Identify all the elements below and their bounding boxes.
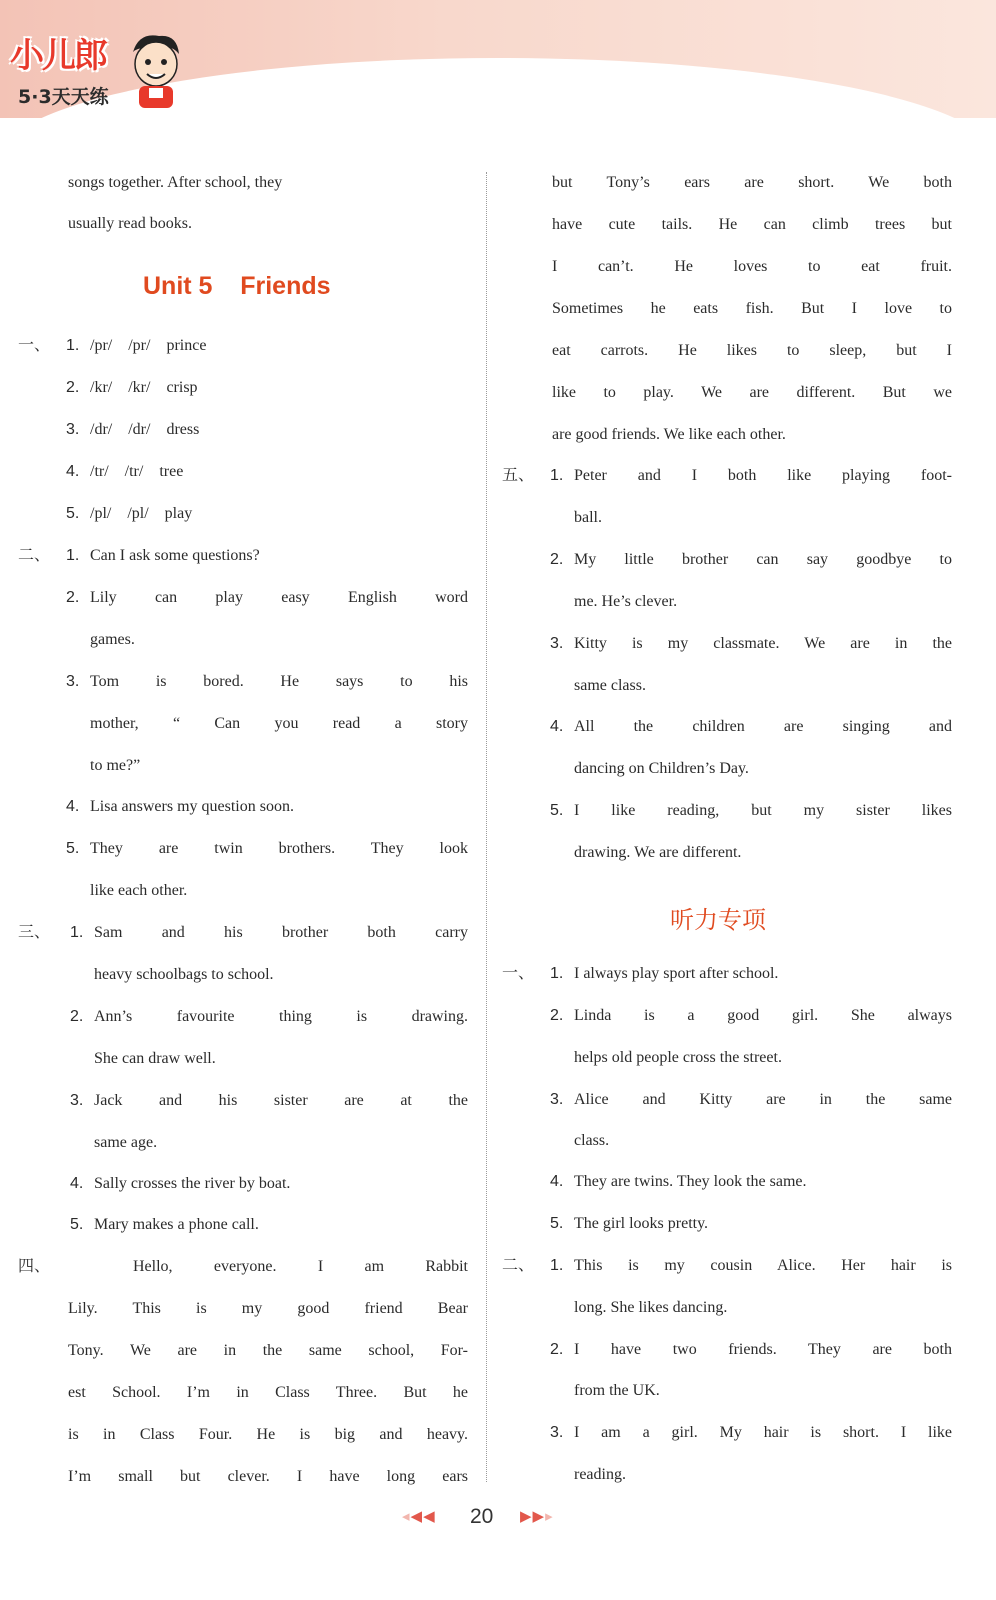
- item-number: 5.: [66, 505, 80, 522]
- item-number: 4.: [70, 1175, 84, 1192]
- answer-text: games.: [90, 631, 135, 648]
- phonics-answer: /tr/ /tr/ tree: [90, 463, 184, 480]
- item-number: 4.: [550, 718, 564, 735]
- item-number: 5.: [70, 1216, 84, 1233]
- answer-text: I like reading, but my sister likes: [574, 802, 952, 819]
- intro-line-1: songs together. After school, they: [68, 174, 283, 191]
- item-number: 1.: [66, 547, 80, 564]
- item-number: 2.: [550, 1341, 564, 1358]
- item-number: 5.: [550, 802, 564, 819]
- item-number: 1.: [66, 337, 80, 354]
- item-number: 3.: [66, 421, 80, 438]
- answer-text: class.: [574, 1132, 610, 1149]
- item-number: 2.: [550, 1007, 564, 1024]
- phonics-answer: /dr/ /dr/ dress: [90, 421, 200, 438]
- passage-line: like to play. We are different. But we: [552, 384, 952, 401]
- item-number: 4.: [550, 1173, 564, 1190]
- section-marker: 三、: [18, 924, 51, 941]
- column-divider: [486, 172, 487, 1482]
- answer-text: mother, “ Can you read a story: [90, 715, 468, 732]
- item-number: 3.: [70, 1092, 84, 1109]
- answer-text: My little brother can say goodbye to: [574, 551, 952, 568]
- answer-text: Lisa answers my question soon.: [90, 798, 294, 815]
- answer-text: long. She likes dancing.: [574, 1299, 728, 1316]
- item-number: 1.: [550, 467, 564, 484]
- answer-text: me. He’s clever.: [574, 593, 678, 610]
- brand-subtitle: 5·3天天练: [18, 86, 109, 108]
- listening-section-title: 听力专项: [670, 906, 766, 934]
- answer-text: Sally crosses the river by boat.: [94, 1175, 291, 1192]
- passage-line: is in Class Four. He is big and heavy.: [68, 1426, 468, 1443]
- phonics-answer: /pl/ /pl/ play: [90, 505, 193, 522]
- item-number: 2.: [66, 589, 80, 606]
- answer-text: I have two friends. They are both: [574, 1341, 952, 1358]
- answer-text: Tom is bored. He says to his: [90, 673, 468, 690]
- answer-text: heavy schoolbags to school.: [94, 966, 274, 983]
- answer-text: Lily can play easy English word: [90, 589, 468, 606]
- passage-line: I can’t. He loves to eat fruit.: [552, 258, 952, 275]
- item-number: 5.: [550, 1215, 564, 1232]
- answer-text: Sam and his brother both carry: [94, 924, 468, 941]
- answer-text: The girl looks pretty.: [574, 1215, 709, 1232]
- answer-text: from the UK.: [574, 1382, 660, 1399]
- answer-text: Linda is a good girl. She always: [574, 1007, 952, 1024]
- item-number: 1.: [550, 1257, 564, 1274]
- answer-text: This is my cousin Alice. Her hair is: [574, 1257, 952, 1274]
- answer-text: I always play sport after school.: [574, 965, 779, 982]
- item-number: 3.: [66, 673, 80, 690]
- answer-text: They are twin brothers. They look: [90, 840, 468, 857]
- section-marker: 二、: [502, 1257, 535, 1274]
- item-number: 3.: [550, 1091, 564, 1108]
- answer-text: Jack and his sister are at the: [94, 1092, 468, 1109]
- section-marker: 五、: [502, 467, 535, 484]
- next-arrows-icon: ▶▶▸: [520, 1509, 554, 1525]
- prev-arrows-icon: ◂◀◀: [402, 1509, 436, 1525]
- answer-text: All the children are singing and: [574, 718, 952, 735]
- passage-line: are good friends. We like each other.: [552, 426, 786, 443]
- phonics-answer: /kr/ /kr/ crisp: [90, 379, 198, 396]
- passage-line: Sometimes he eats fish. But I love to: [552, 300, 952, 317]
- answer-text: ball.: [574, 509, 602, 526]
- brand-logo-text: 小儿郎: [10, 36, 106, 76]
- item-number: 3.: [550, 635, 564, 652]
- passage-line: Lily. This is my good friend Bear: [68, 1300, 468, 1317]
- answer-text: I am a girl. My hair is short. I like: [574, 1424, 952, 1441]
- answer-text: Alice and Kitty are in the same: [574, 1091, 952, 1108]
- page-header: [0, 0, 996, 118]
- passage-line: but Tony’s ears are short. We both: [552, 174, 952, 191]
- item-number: 5.: [66, 840, 80, 857]
- answer-text: dancing on Children’s Day.: [574, 760, 749, 777]
- page-number: 20: [470, 1505, 494, 1528]
- answer-text: Peter and I both like playing foot-: [574, 467, 952, 484]
- answer-text: Ann’s favourite thing is drawing.: [94, 1008, 468, 1025]
- answer-text: drawing. We are different.: [574, 844, 742, 861]
- item-number: 2.: [70, 1008, 84, 1025]
- answer-text: to me?”: [90, 757, 141, 774]
- phonics-answer: /pr/ /pr/ prince: [90, 337, 207, 354]
- answer-text: same class.: [574, 677, 646, 694]
- answer-text: helps old people cross the street.: [574, 1049, 782, 1066]
- intro-line-2: usually read books.: [68, 215, 192, 232]
- item-number: 3.: [550, 1424, 564, 1441]
- passage-line: eat carrots. He likes to sleep, but I: [552, 342, 952, 359]
- answer-text: reading.: [574, 1466, 626, 1483]
- section-marker: 四、: [18, 1258, 51, 1275]
- item-number: 4.: [66, 798, 80, 815]
- answer-text: like each other.: [90, 882, 188, 899]
- passage-line: I’m small but clever. I have long ears: [68, 1468, 468, 1485]
- section-marker: 一、: [502, 965, 535, 982]
- answer-text: They are twins. They look the same.: [574, 1173, 807, 1190]
- section-marker: 一、: [18, 337, 51, 354]
- answer-text: same age.: [94, 1134, 158, 1151]
- item-number: 1.: [70, 924, 84, 941]
- passage-line: Hello, everyone. I am Rabbit: [133, 1258, 468, 1275]
- item-number: 2.: [550, 551, 564, 568]
- answer-text: Can I ask some questions?: [90, 547, 260, 564]
- passage-line: est School. I’m in Class Three. But he: [68, 1384, 468, 1401]
- mascot-boy-icon: [125, 30, 185, 110]
- passage-line: Tony. We are in the same school, For-: [68, 1342, 468, 1359]
- unit-title: Unit 5 Friends: [143, 272, 331, 300]
- item-number: 2.: [66, 379, 80, 396]
- item-number: 1.: [550, 965, 564, 982]
- section-marker: 二、: [18, 547, 51, 564]
- answer-text: She can draw well.: [94, 1050, 216, 1067]
- passage-line: have cute tails. He can climb trees but: [552, 216, 952, 233]
- answer-text: Kitty is my classmate. We are in the: [574, 635, 952, 652]
- item-number: 4.: [66, 463, 80, 480]
- answer-text: Mary makes a phone call.: [94, 1216, 259, 1233]
